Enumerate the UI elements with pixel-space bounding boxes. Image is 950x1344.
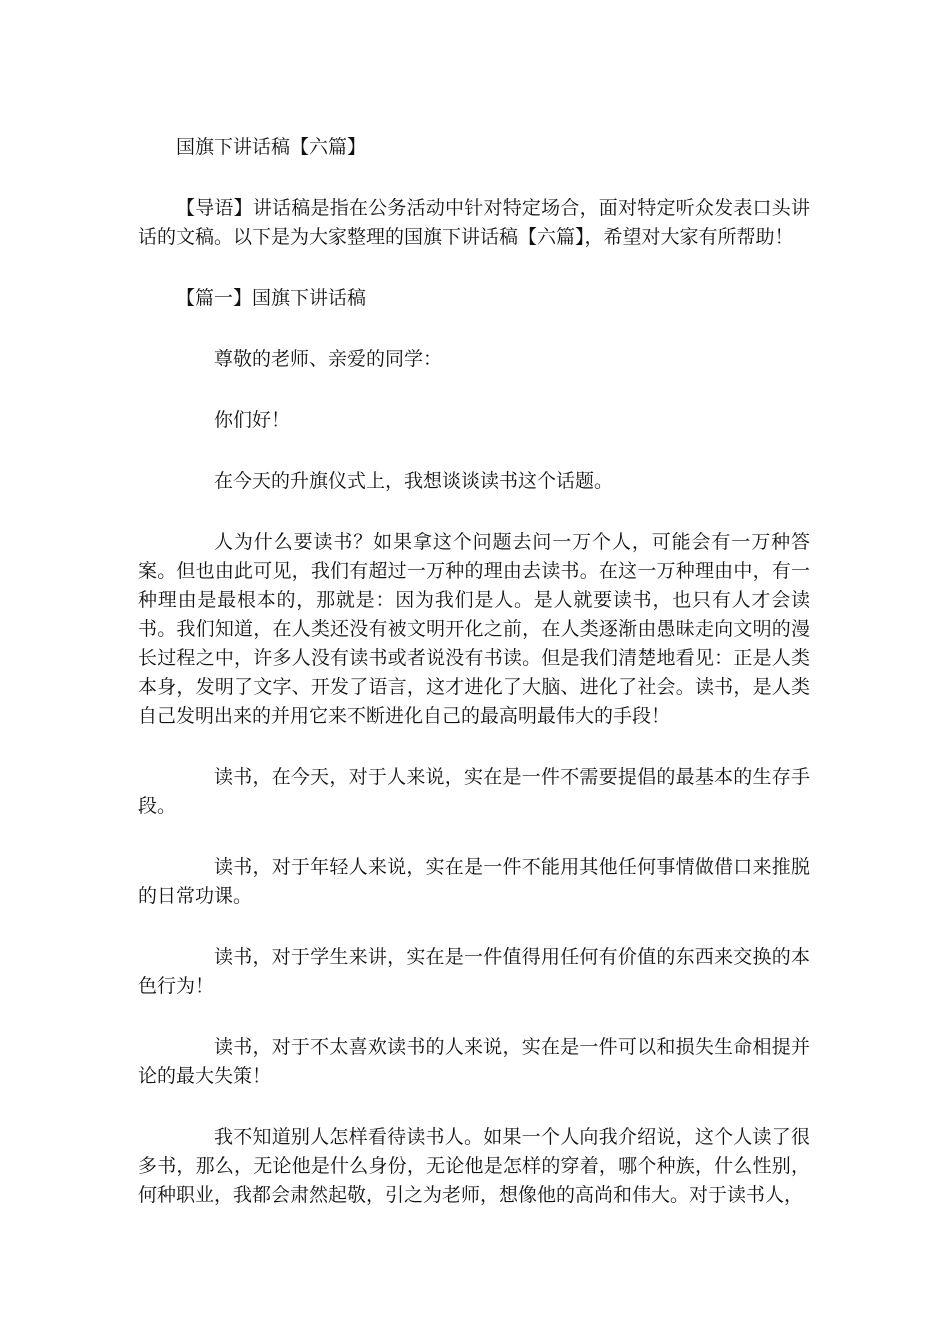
body-paragraph: 人为什么要读书？如果拿这个问题去问一万个人，可能会有一万种答案。但也由此可见，我们有超过一万种的理由去读书。在这一万种理由中，有一种理由是最根本的，那就是：因为我们是人。是人就要读书，也只有人才会读书。我们知道，在人类还没有被文明开化之前，在人类逐渐由愚昧走向文明的漫长过程之中，许多人没有读书或者说没有书读。但是我们清楚地看见：正是人类本身，发明了文字、开发了语言，这才进化了大脑、进化了社会。读书，是人类自己发明出来的并用它来不断进化自己的最高明最伟大的手段！ [138,531,810,727]
section-heading: 【篇一】国旗下讲话稿 [176,287,367,309]
hello-line: 你们好！ [214,409,291,431]
document-body [138,133,810,1210]
intro-paragraph: 【导语】讲话稿是指在公务活动中针对特定场合，面对特定听众发表口头讲话的文稿。以下是为大家整理的国旗下讲话稿【六篇】，希望对大家有所帮助！ [138,197,810,248]
body-paragraph: 读书，对于年轻人来说，实在是一件不能用其他任何事情做借口来推脱的日常功课。 [138,856,810,907]
document-title: 国旗下讲话稿【六篇】 [176,136,367,158]
body-paragraph: 读书，对于学生来讲，实在是一件值得用任何有价值的东西来交换的本色行为！ [138,946,810,997]
body-paragraph: 在今天的升旗仪式上，我想谈谈读书这个话题。 [214,470,614,492]
body-paragraph: 我不知道别人怎样看待读书人。如果一个人向我介绍说，这个人读了很多书，那么，无论他是什么身份，无论他是怎样的穿着，哪个种族，什么性别，何种职业，我都会肃然起敬，引之为老师，想像他的高尚和伟大。对于读书人， [138,1126,810,1206]
body-paragraph: 读书，在今天，对于人来说，实在是一件不需要提倡的最基本的生存手段。 [138,766,810,817]
greeting-line: 尊敬的老师、亲爱的同学： [214,348,443,370]
body-paragraph: 读书，对于不太喜欢读书的人来说，实在是一件可以和损失生命相提并论的最大失策！ [138,1036,810,1087]
